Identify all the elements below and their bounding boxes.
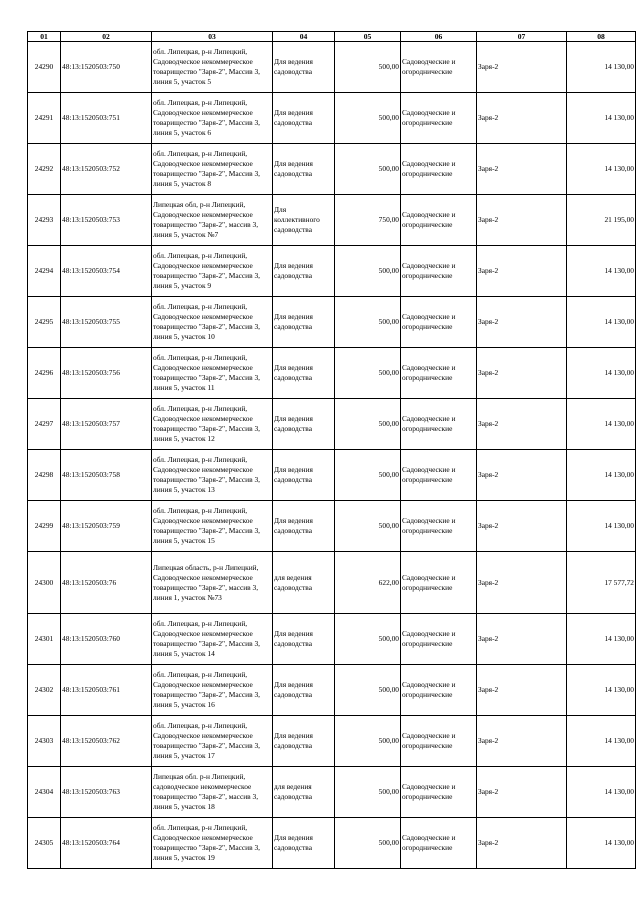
address-text: обл. Липецкая, р-н Липецкий, Садоводческое некоммерческое товарищество "Заря-2", Массив 3, линия 5, участок 16	[153, 670, 261, 709]
table-row	[28, 144, 636, 195]
column-header: 03	[152, 32, 273, 42]
partnership-name-cell: Заря-2	[477, 246, 567, 297]
area-cell: 500,00	[335, 767, 401, 818]
cadastral-number-cell: 48:13:1520503:751	[61, 93, 152, 144]
address-cell	[152, 767, 273, 818]
address-cell	[152, 818, 273, 869]
cadastral-number-cell: 48:13:1520503:763	[61, 767, 152, 818]
cadastral-value-cell: 14 130,00	[567, 665, 636, 716]
land-category-cell: Садоводческие и огороднические	[401, 665, 477, 716]
address-text: обл. Липецкая, р-н Липецкий, Садоводческое некоммерческое товарищество "Заря-2", Массив 3, линия 5, участок 12	[153, 404, 261, 443]
row-number-cell: 24303	[28, 716, 61, 767]
column-header: 06	[401, 32, 477, 42]
land-category-cell: Садоводческие и огороднические	[401, 399, 477, 450]
table-row	[28, 614, 636, 665]
partnership-name-cell: Заря-2	[477, 767, 567, 818]
partnership-name-cell: Заря-2	[477, 501, 567, 552]
partnership-name-cell: Заря-2	[477, 144, 567, 195]
address-text: обл. Липецкая, р-н Липецкий, Садоводческое некоммерческое товарищество "Заря-2", Массив 3, линия 5, участок 19	[153, 823, 261, 862]
land-category-cell: Садоводческие и огороднические	[401, 93, 477, 144]
address-cell	[152, 450, 273, 501]
permitted-use-cell: для ведения садоводства	[273, 552, 335, 614]
table-row	[28, 450, 636, 501]
address-cell	[152, 195, 273, 246]
row-number-cell: 24294	[28, 246, 61, 297]
table-row	[28, 42, 636, 93]
land-category-cell: Садоводческие и огороднические	[401, 716, 477, 767]
address-cell	[152, 297, 273, 348]
partnership-name-cell: Заря-2	[477, 399, 567, 450]
land-category-cell: Садоводческие и огороднические	[401, 818, 477, 869]
table-row	[28, 818, 636, 869]
cadastral-number-cell: 48:13:1520503:761	[61, 665, 152, 716]
address-text: Липецкая обл, р-н Липецкий, Садоводческое некоммерческое товарищество "Заря-2", массив 3, линия 5, участок №7	[153, 200, 259, 239]
column-header: 04	[273, 32, 335, 42]
row-number-cell: 24292	[28, 144, 61, 195]
area-cell: 622,00	[335, 552, 401, 614]
column-header: 02	[61, 32, 152, 42]
address-text: обл. Липецкая, р-н Липецкий, Садоводческое некоммерческое товарищество "Заря-2", Массив 3, линия 5, участок 15	[153, 506, 261, 545]
land-category-cell: Садоводческие и огороднические	[401, 450, 477, 501]
cadastral-number-cell: 48:13:1520503:76	[61, 552, 152, 614]
table-row	[28, 716, 636, 767]
permitted-use-cell: Для коллективного садоводства	[273, 195, 335, 246]
land-category-cell: Садоводческие и огороднические	[401, 246, 477, 297]
address-text: обл. Липецкая, р-н Липецкий, Садоводческое некоммерческое товарищество "Заря-2", Массив 3, линия 5, участок 9	[153, 251, 261, 290]
partnership-name-cell: Заря-2	[477, 450, 567, 501]
land-category-cell: Садоводческие и огороднические	[401, 614, 477, 665]
land-category-cell: Садоводческие и огороднические	[401, 552, 477, 614]
row-number-cell: 24297	[28, 399, 61, 450]
permitted-use-cell: для ведения садоводства	[273, 767, 335, 818]
permitted-use-cell: Для ведения садоводства	[273, 818, 335, 869]
table-row	[28, 552, 636, 614]
permitted-use-cell: Для ведения садоводства	[273, 297, 335, 348]
area-cell: 500,00	[335, 297, 401, 348]
land-category-cell: Садоводческие и огороднические	[401, 144, 477, 195]
table-body	[28, 42, 636, 869]
cadastral-number-cell: 48:13:1520503:757	[61, 399, 152, 450]
table-row	[28, 195, 636, 246]
partnership-name-cell: Заря-2	[477, 614, 567, 665]
area-cell: 500,00	[335, 665, 401, 716]
permitted-use-cell: Для ведения садоводства	[273, 450, 335, 501]
cadastral-number-cell: 48:13:1520503:752	[61, 144, 152, 195]
address-cell	[152, 552, 273, 614]
address-text: Липецкая область, р-н Липецкий, Садоводческое некоммерческое товарищество "Заря-2", массив 3, линия 1, участок №73	[153, 562, 259, 602]
permitted-use-cell: Для ведения садоводства	[273, 501, 335, 552]
table-row	[28, 348, 636, 399]
address-cell	[152, 665, 273, 716]
partnership-name-cell: Заря-2	[477, 195, 567, 246]
partnership-name-cell: Заря-2	[477, 93, 567, 144]
partnership-name-cell: Заря-2	[477, 348, 567, 399]
table-row	[28, 767, 636, 818]
permitted-use-cell: Для ведения садоводства	[273, 614, 335, 665]
partnership-name-cell: Заря-2	[477, 42, 567, 93]
cadastral-value-cell: 17 577,72	[567, 552, 636, 614]
cadastral-value-cell: 14 130,00	[567, 144, 636, 195]
row-number-cell: 24304	[28, 767, 61, 818]
partnership-name-cell: Заря-2	[477, 665, 567, 716]
row-number-cell: 24290	[28, 42, 61, 93]
partnership-name-cell: Заря-2	[477, 716, 567, 767]
row-number-cell: 24298	[28, 450, 61, 501]
cadastral-value-cell: 14 130,00	[567, 348, 636, 399]
cadastral-number-cell: 48:13:1520503:758	[61, 450, 152, 501]
address-cell	[152, 716, 273, 767]
area-cell: 500,00	[335, 716, 401, 767]
area-cell: 500,00	[335, 42, 401, 93]
row-number-cell: 24293	[28, 195, 61, 246]
cadastral-value-cell: 14 130,00	[567, 93, 636, 144]
cadastral-number-cell: 48:13:1520503:753	[61, 195, 152, 246]
table-row	[28, 665, 636, 716]
address-text: обл. Липецкая, р-н Липецкий, Садоводческое некоммерческое товарищество "Заря-2", Массив 3, линия 5, участок 8	[153, 149, 261, 188]
row-number-cell: 24300	[28, 552, 61, 614]
land-plots-table	[27, 31, 636, 869]
cadastral-number-cell: 48:13:1520503:762	[61, 716, 152, 767]
area-cell: 500,00	[335, 450, 401, 501]
cadastral-number-cell: 48:13:1520503:756	[61, 348, 152, 399]
table-row	[28, 93, 636, 144]
row-number-cell: 24305	[28, 818, 61, 869]
cadastral-number-cell: 48:13:1520503:759	[61, 501, 152, 552]
address-cell	[152, 501, 273, 552]
column-header: 01	[28, 32, 61, 42]
land-category-cell: Садоводческие и огороднические	[401, 348, 477, 399]
area-cell: 500,00	[335, 399, 401, 450]
row-number-cell: 24295	[28, 297, 61, 348]
address-cell	[152, 144, 273, 195]
address-text: обл. Липецкая, р-н Липецкий, Садоводческое некоммерческое товарищество "Заря-2", Массив 3, линия 5, участок 10	[153, 302, 261, 341]
cadastral-number-cell: 48:13:1520503:760	[61, 614, 152, 665]
address-text: обл. Липецкая, р-н Липецкий, Садоводческое некоммерческое товарищество "Заря-2", Массив 3, линия 5, участок 11	[153, 353, 261, 392]
table-row	[28, 297, 636, 348]
area-cell: 500,00	[335, 144, 401, 195]
cadastral-value-cell: 14 130,00	[567, 42, 636, 93]
address-text: обл. Липецкая, р-н Липецкий, Садоводческое некоммерческое товарищество "Заря-2", Массив 3, линия 5, участок 17	[153, 721, 261, 760]
table-row	[28, 399, 636, 450]
permitted-use-cell: Для ведения садоводства	[273, 93, 335, 144]
partnership-name-cell: Заря-2	[477, 552, 567, 614]
address-cell	[152, 399, 273, 450]
cadastral-value-cell: 14 130,00	[567, 450, 636, 501]
row-number-cell: 24296	[28, 348, 61, 399]
address-cell	[152, 614, 273, 665]
address-cell	[152, 42, 273, 93]
land-category-cell: Садоводческие и огороднические	[401, 767, 477, 818]
address-text: обл. Липецкая, р-н Липецкий, Садоводческое некоммерческое товарищество "Заря-2", Массив 3, линия 5, участок 13	[153, 455, 261, 494]
cadastral-value-cell: 14 130,00	[567, 767, 636, 818]
table-row	[28, 501, 636, 552]
address-cell	[152, 246, 273, 297]
permitted-use-cell: Для ведения садоводства	[273, 246, 335, 297]
address-text: обл. Липецкая, р-н Липецкий, Садоводческое некоммерческое товарищество "Заря-2", Массив 3, линия 5, участок 5	[153, 47, 261, 86]
column-header: 07	[477, 32, 567, 42]
cadastral-value-cell: 14 130,00	[567, 818, 636, 869]
address-text: обл. Липецкая, р-н Липецкий, Садоводческое некоммерческое товарищество "Заря-2", Массив 3, линия 5, участок 14	[153, 619, 261, 658]
table-row	[28, 246, 636, 297]
cadastral-value-cell: 14 130,00	[567, 297, 636, 348]
column-header: 05	[335, 32, 401, 42]
row-number-cell: 24302	[28, 665, 61, 716]
permitted-use-cell: Для ведения садоводства	[273, 348, 335, 399]
cadastral-number-cell: 48:13:1520503:764	[61, 818, 152, 869]
cadastral-number-cell: 48:13:1520503:750	[61, 42, 152, 93]
area-cell: 500,00	[335, 501, 401, 552]
cadastral-value-cell: 14 130,00	[567, 501, 636, 552]
permitted-use-cell: Для ведения садоводства	[273, 42, 335, 93]
permitted-use-cell: Для ведения садоводства	[273, 665, 335, 716]
partnership-name-cell: Заря-2	[477, 297, 567, 348]
cadastral-number-cell: 48:13:1520503:754	[61, 246, 152, 297]
column-header: 08	[567, 32, 636, 42]
area-cell: 500,00	[335, 614, 401, 665]
row-number-cell: 24291	[28, 93, 61, 144]
row-number-cell: 24299	[28, 501, 61, 552]
row-number-cell: 24301	[28, 614, 61, 665]
land-category-cell: Садоводческие и огороднические	[401, 501, 477, 552]
address-text: обл. Липецкая, р-н Липецкий, Садоводческое некоммерческое товарищество "Заря-2", Массив 3, линия 5, участок 6	[153, 98, 261, 137]
permitted-use-cell: Для ведения садоводства	[273, 716, 335, 767]
area-cell: 750,00	[335, 195, 401, 246]
land-category-cell: Садоводческие и огороднические	[401, 297, 477, 348]
address-cell	[152, 93, 273, 144]
cadastral-value-cell: 14 130,00	[567, 246, 636, 297]
land-category-cell: Садоводческие и огороднические	[401, 195, 477, 246]
cadastral-number-cell: 48:13:1520503:755	[61, 297, 152, 348]
permitted-use-cell: Для ведения садоводства	[273, 144, 335, 195]
address-cell	[152, 348, 273, 399]
header-row	[28, 32, 636, 42]
area-cell: 500,00	[335, 818, 401, 869]
area-cell: 500,00	[335, 93, 401, 144]
area-cell: 500,00	[335, 246, 401, 297]
cadastral-value-cell: 21 195,00	[567, 195, 636, 246]
cadastral-value-cell: 14 130,00	[567, 399, 636, 450]
cadastral-value-cell: 14 130,00	[567, 614, 636, 665]
address-text: Липецкая обл. р-н Липецкий, садоводческое некоммерческое товарищество "Заря-2", массив 3, линия 5, участок 18	[153, 772, 259, 811]
cadastral-value-cell: 14 130,00	[567, 716, 636, 767]
partnership-name-cell: Заря-2	[477, 818, 567, 869]
permitted-use-cell: Для ведения садоводства	[273, 399, 335, 450]
land-category-cell: Садоводческие и огороднические	[401, 42, 477, 93]
area-cell: 500,00	[335, 348, 401, 399]
